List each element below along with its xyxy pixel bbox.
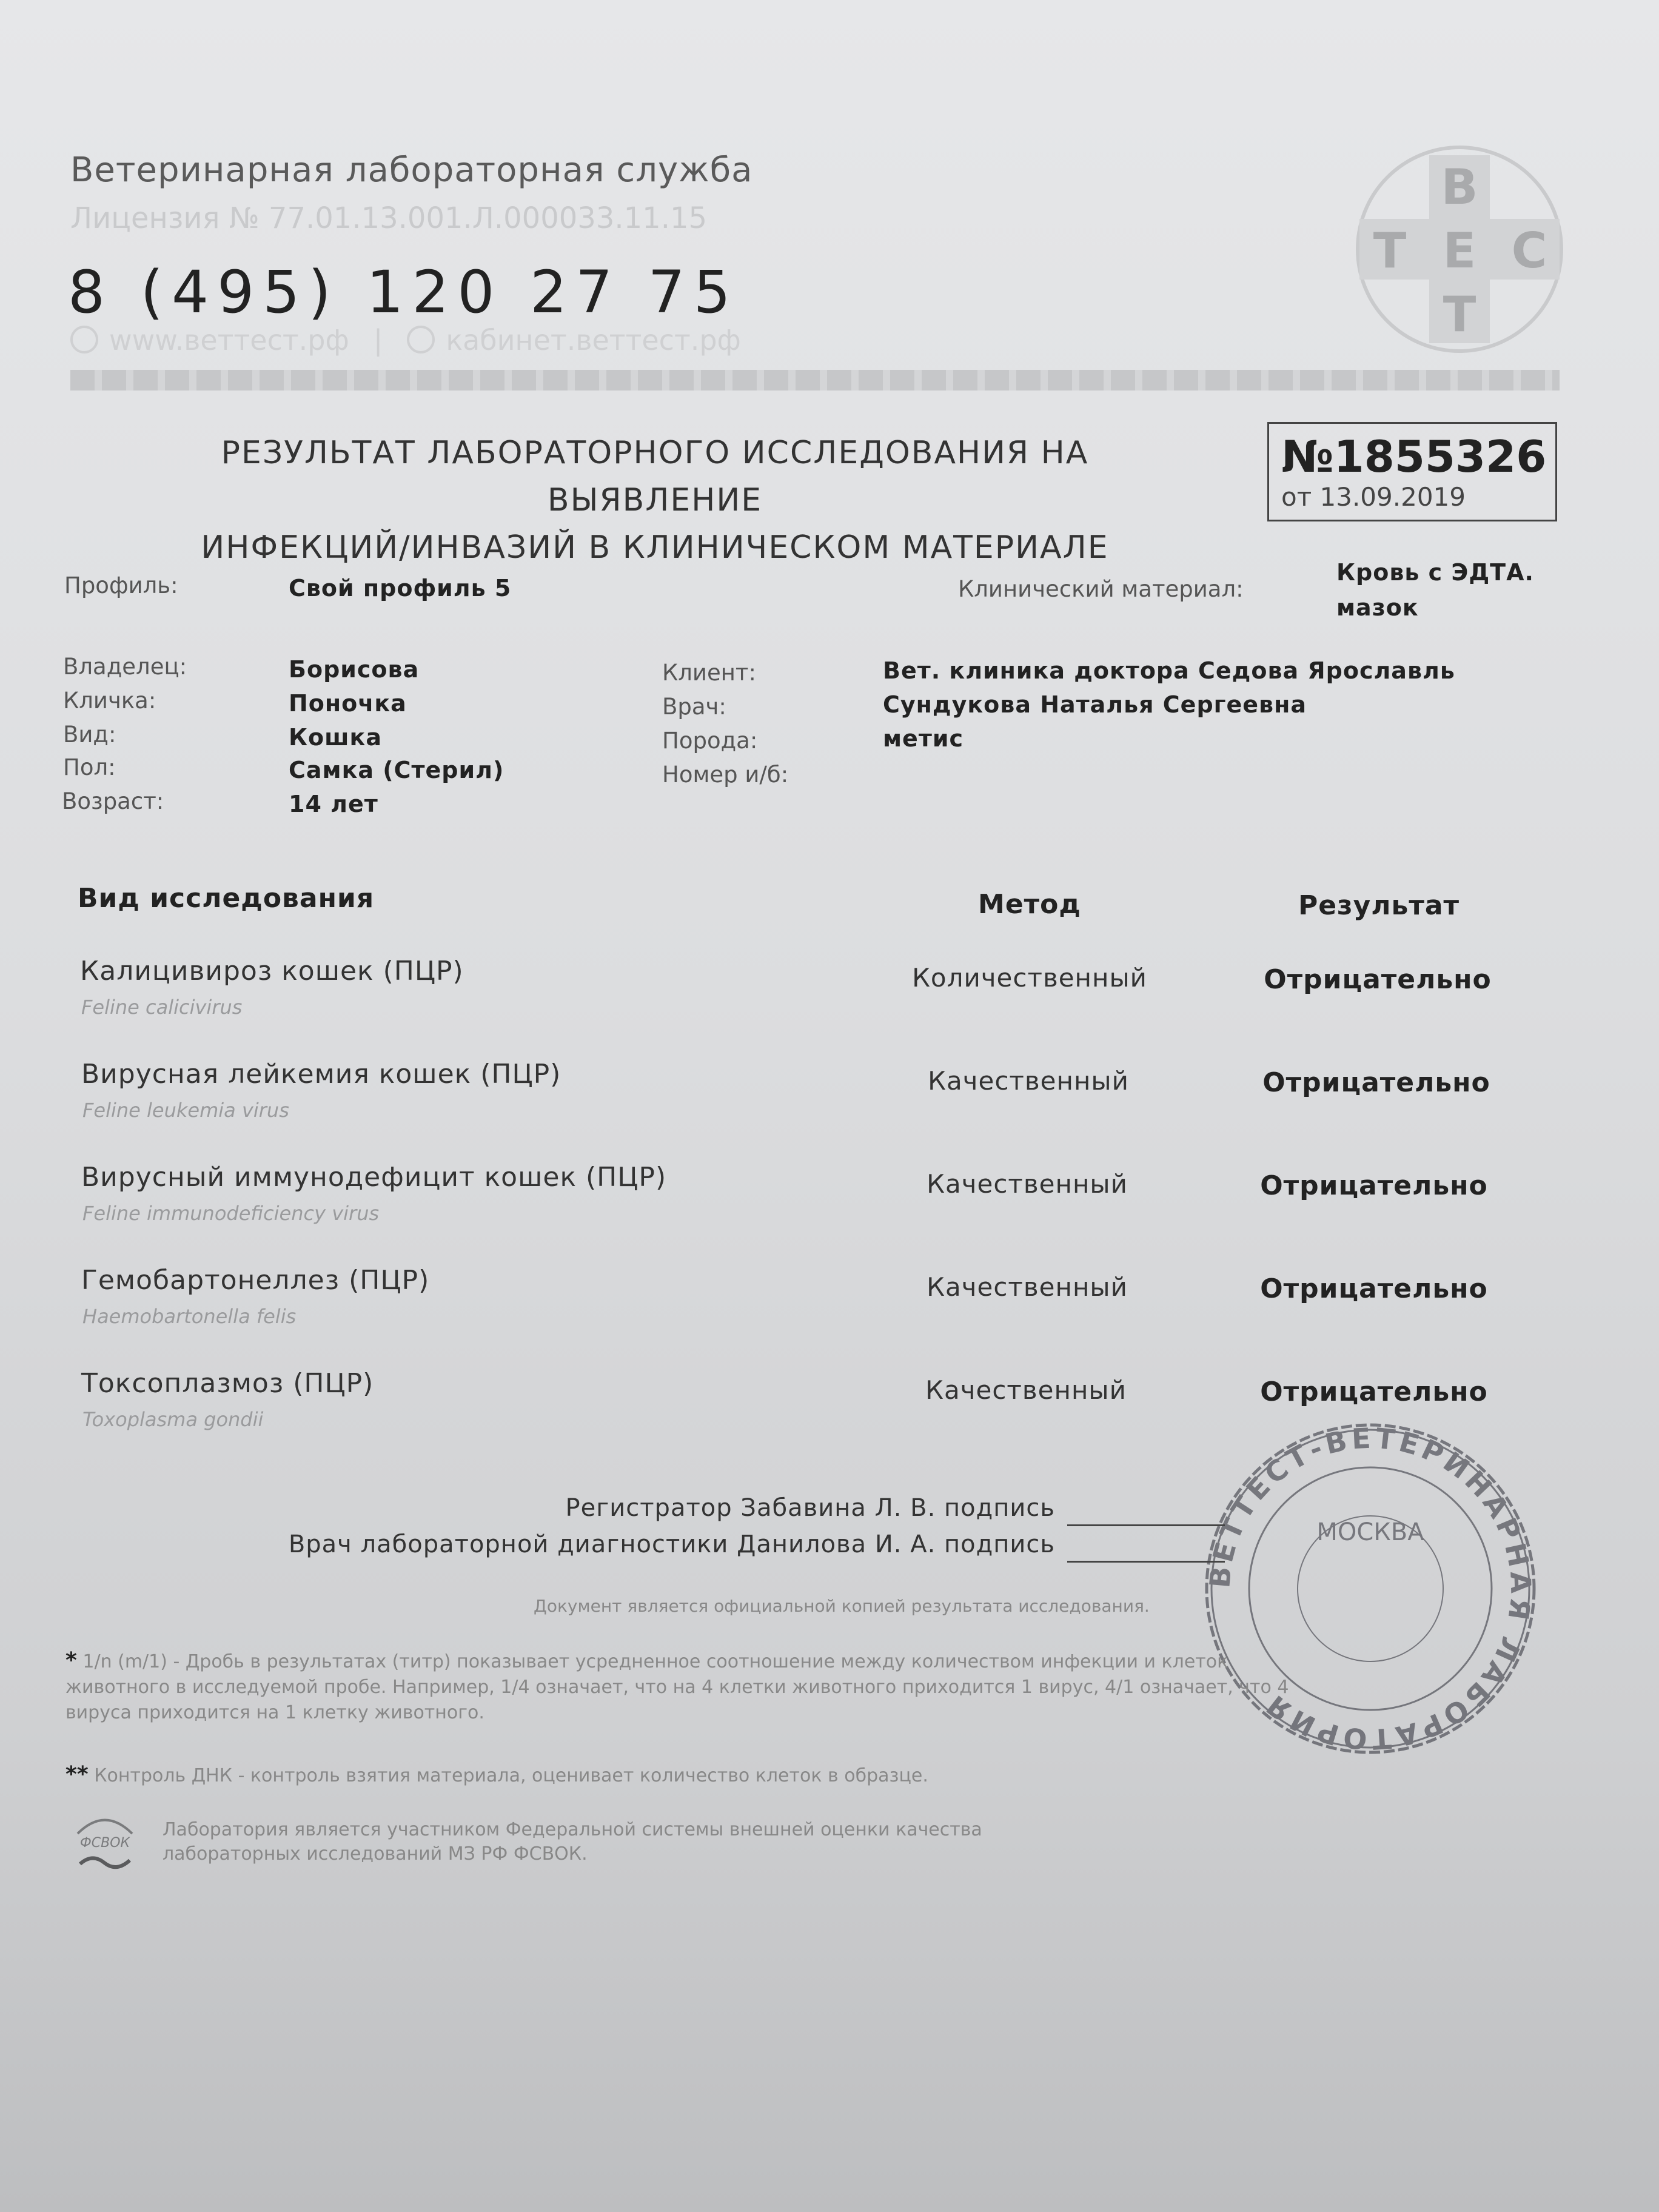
- official-copy-note: Документ является официальной копией результата исследования.: [534, 1596, 1150, 1616]
- footnote-1-mark: *: [65, 1648, 77, 1673]
- logo-letter-s: С: [1511, 223, 1547, 279]
- test-name: Токсоплазмоз (ПЦР): [81, 1368, 374, 1399]
- lab-doctor-signature-line: [1067, 1561, 1225, 1563]
- logo-letter-e: Е: [1443, 223, 1476, 279]
- test-latin: Feline calicivirus: [81, 996, 243, 1019]
- document-date: от 13.09.2019: [1281, 482, 1466, 512]
- logo-letter-t1: Т: [1373, 223, 1407, 279]
- doctor-value: Сундукова Наталья Сергеевна: [883, 691, 1307, 718]
- stamp-inner-text: МОСКВА: [1316, 1518, 1424, 1546]
- test-name: Вирусная лейкемия кошек (ПЦР): [81, 1059, 561, 1090]
- logo-letter-v: В: [1441, 159, 1478, 215]
- title-line-1: РЕЗУЛЬТАТ ЛАБОРАТОРНОГО ИССЛЕДОВАНИЯ НА ВЫЯВЛЕНИЕ: [221, 435, 1089, 518]
- breed-label: Порода:: [662, 728, 758, 754]
- owner-value: Борисова: [289, 656, 420, 683]
- fsvok-note: [163, 1818, 982, 1866]
- age-value: 14 лет: [289, 791, 378, 817]
- footnote-2-mark: **: [65, 1762, 89, 1787]
- material-value-1: Кровь с ЭДТА.: [1336, 559, 1534, 586]
- registrar-signature-line: [1067, 1524, 1225, 1526]
- col-method-header: Метод: [978, 889, 1081, 920]
- test-name: Вирусный иммунодефицит кошек (ПЦР): [81, 1162, 667, 1193]
- test-latin: Haemobartonella felis: [82, 1305, 297, 1328]
- col-test-header: Вид исследования: [78, 883, 375, 914]
- document-number-box: [1267, 422, 1557, 521]
- col-result-header: Результат: [1298, 890, 1460, 921]
- header-band: [70, 370, 1560, 390]
- footnote-1-line-3: вируса приходится на 1 клетку животного.: [65, 1702, 484, 1723]
- material-value-2: мазок: [1336, 594, 1419, 621]
- footnote-2: [65, 1762, 928, 1789]
- species-value: Кошка: [289, 724, 382, 751]
- nickname-value: Поночка: [289, 690, 407, 717]
- test-method: Качественный: [925, 1375, 1127, 1405]
- web-links: [70, 324, 741, 357]
- id-label: Номер и/б:: [662, 762, 789, 788]
- footnote-2-text: Контроль ДНК - контроль взятия материала, оценивает количество клеток в образце.: [94, 1765, 928, 1786]
- test-method: Качественный: [928, 1066, 1129, 1096]
- test-result: Отрицательно: [1260, 1376, 1488, 1407]
- client-value: Вет. клиника доктора Седова Ярославль: [883, 657, 1455, 684]
- test-name: Гемобартонеллез (ПЦР): [81, 1265, 430, 1296]
- lab-name: Ветеринарная лабораторная служба: [70, 150, 753, 190]
- footnote-1-line-1: 1/n (m/1) - Дробь в результатах (титр) показывает усредненное соотношение между количеством инфекции и клеток: [82, 1651, 1228, 1672]
- owner-label: Владелец:: [63, 654, 187, 680]
- doctor-label: Врач:: [662, 694, 726, 720]
- title-line-2: ИНФЕКЦИЙ/ИНВАЗИЙ В КЛИНИЧЕСКОМ МАТЕРИАЛЕ: [201, 529, 1109, 566]
- test-latin: Feline immunodeficiency virus: [82, 1202, 380, 1225]
- globe-icon: [70, 326, 98, 354]
- test-latin: Toxoplasma gondii: [82, 1408, 264, 1431]
- test-result: Отрицательно: [1260, 1170, 1488, 1201]
- license-number: Лицензия № 77.01.13.001.Л.000033.11.15: [70, 201, 708, 235]
- test-method: Качественный: [927, 1169, 1128, 1199]
- document-number: №1855326: [1281, 431, 1547, 482]
- test-name: Калицивироз кошек (ПЦР): [80, 956, 464, 987]
- globe-icon: [407, 326, 435, 354]
- material-label: Клинический материал:: [958, 576, 1244, 602]
- fsvok-logo-text: ФСВОК: [79, 1835, 130, 1851]
- cabinet-link[interactable]: кабинет.веттест.рф: [446, 324, 741, 357]
- vettest-logo: [1353, 143, 1566, 355]
- client-label: Клиент:: [662, 660, 756, 686]
- phone-number: 8 (495) 120 27 75: [68, 258, 739, 326]
- sex-label: Пол:: [63, 754, 116, 780]
- fsvok-logo-icon: [72, 1809, 138, 1876]
- logo-letter-t2: Т: [1443, 286, 1476, 343]
- registrar-signature: Регистратор Забавина Л. В. подпись: [565, 1494, 1055, 1522]
- website-link[interactable]: www.веттест.рф: [109, 324, 349, 357]
- test-latin: Feline leukemia virus: [82, 1099, 289, 1122]
- footnote-1-line-2: животного в исследуемой пробе. Например, 1/4 означает, что на 4 клетки животного приходится 1 вирус, 4/1 означает, что 4: [65, 1677, 1289, 1698]
- profile-value: Свой профиль 5: [289, 575, 512, 602]
- document-title: [109, 429, 1201, 571]
- test-method: Качественный: [927, 1272, 1128, 1302]
- lab-doctor-signature: Врач лабораторной диагностики Данилова И. А. подпись: [288, 1530, 1055, 1558]
- test-method: Количественный: [912, 963, 1147, 993]
- breed-value: метис: [883, 725, 964, 752]
- fsvok-line-1: Лаборатория является участником Федеральной системы внешней оценки качества: [163, 1819, 982, 1840]
- footnote-1: [65, 1648, 1289, 1726]
- sex-value: Самка (Стерил): [289, 757, 504, 783]
- separator: |: [373, 324, 383, 357]
- nickname-label: Кличка:: [63, 688, 156, 714]
- species-label: Вид:: [63, 722, 116, 748]
- fsvok-line-2: лабораторных исследований МЗ РФ ФСВОК.: [163, 1843, 588, 1865]
- profile-label: Профиль:: [64, 572, 178, 598]
- test-result: Отрицательно: [1260, 1273, 1488, 1304]
- test-result: Отрицательно: [1262, 1067, 1490, 1098]
- age-label: Возраст:: [62, 788, 164, 814]
- test-result: Отрицательно: [1264, 964, 1492, 995]
- stamp-outer-text: ВЕТТЕСТ-ВЕТЕРИНАРНАЯ ЛАБОРАТОРИЯ: [1203, 1421, 1538, 1756]
